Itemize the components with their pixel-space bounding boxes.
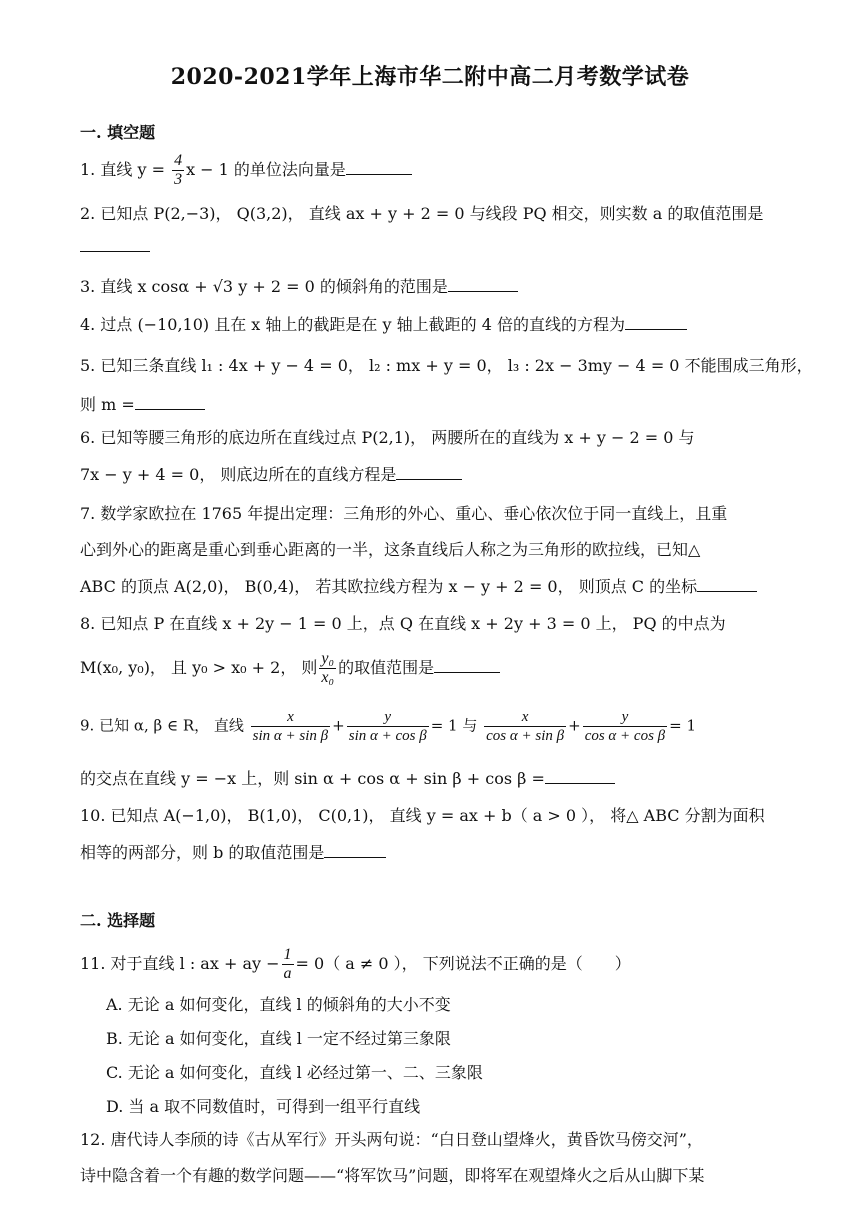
answer-blank[interactable] — [135, 394, 205, 410]
question-8-line2 — [80, 650, 780, 687]
q9-end: = 1 — [669, 716, 697, 735]
answer-blank[interactable] — [346, 159, 412, 175]
q2-text: 2. 已知点 P(2,−3)， Q(3,2)， 直线 ax + y + 2 = 0 与线段 PQ 相交，则实数 a 的取值范围是 — [80, 204, 764, 223]
answer-blank[interactable] — [324, 842, 386, 858]
question-6-line2 — [80, 464, 780, 485]
answer-blank[interactable] — [434, 657, 500, 673]
q10-line2: 相等的两部分，则 b 的取值范围是 — [80, 843, 325, 863]
page-title: 2020-2021学年上海市华二附中高二月考数学试卷 — [170, 64, 690, 90]
answer-blank[interactable] — [545, 768, 615, 784]
question-7 — [80, 504, 780, 524]
question-10-line2 — [80, 842, 780, 863]
q3-text: 3. 直线 x cosα + √3 y + 2 = 0 的倾斜角的范围是 — [80, 277, 448, 297]
q9-fraction-1 — [251, 708, 330, 745]
question-7-line2 — [80, 540, 780, 560]
q9-mid: = 1 与 — [430, 716, 478, 735]
q8-line2-pre: M(x₀, y₀)， 且 y₀ > x₀ + 2， 则 — [80, 658, 318, 677]
question-3 — [80, 276, 780, 297]
q9-f3-num: x — [484, 708, 566, 727]
q9-f2-num: y — [347, 708, 429, 727]
answer-blank[interactable] — [448, 276, 518, 292]
q9-fraction-4 — [583, 708, 667, 745]
q9-f3-den: cos α + sin β — [486, 728, 565, 744]
question-9-line2 — [80, 768, 780, 789]
q7-line2: 心到外心的距离是重心到垂心距离的一半，这条直线后人称之为三角形的欧拉线，已知△ — [80, 540, 701, 559]
q9-fraction-2 — [347, 708, 429, 745]
question-8 — [80, 614, 780, 634]
q11-post: = 0（ a ≠ 0 ）， 下列说法不正确的是（ ） — [295, 954, 631, 973]
question-5 — [80, 356, 813, 376]
question-2-line2 — [80, 236, 780, 257]
q9-f4-den: cos α + cos β — [584, 728, 666, 744]
q5-line2: 则 m = — [80, 395, 135, 415]
question-2 — [80, 204, 780, 224]
question-6 — [80, 428, 780, 448]
q1-pre: 1. 直线 y = — [80, 160, 171, 179]
section-choice-heading: 二. 选择题 — [80, 911, 156, 930]
answer-blank[interactable] — [697, 576, 757, 592]
q1-fraction — [172, 152, 184, 189]
answer-blank[interactable] — [625, 314, 687, 330]
question-11 — [80, 946, 780, 983]
q8-line2-post: 的取值范围是 — [338, 658, 435, 677]
question-9: 9. 已知 α, β ∈ R， 直线 $\frac{x}{\text{sin α + sin β}}$ + $\frac{y}{\text{sin α + cos β}}$ = 1 与 $\frac{x}{\text{cos α + sin β}}$ + $\frac{y}{\text{cos α + cos β}}$ = 1 — [80, 709, 697, 744]
q1-denominator: 3 — [174, 171, 183, 188]
q9-pre: 9. 已知 α, β ∈ R， 直线 — [80, 716, 244, 735]
q9-f2-den: sin α + cos β — [348, 728, 427, 744]
q1-numerator: 4 — [174, 152, 183, 169]
option-b[interactable]: B. 无论 a 如何变化，直线 l 一定不经过第三象限 — [106, 1029, 451, 1048]
q5-line1: 5. 已知三条直线 l₁ : 4x + y − 4 = 0， l₂ : mx + y = 0， l₃ : 2x − 3my − 4 = 0 不能围成三角形， — [80, 356, 813, 375]
question-12 — [80, 1130, 780, 1150]
option-d[interactable]: D. 当 a 取不同数值时，可得到一组平行直线 — [106, 1097, 421, 1116]
q12-line1: 12. 唐代诗人李颀的诗《古从军行》开头两句说：“白日登山望烽火，黄昏饮马傍交河”， — [80, 1130, 703, 1149]
q10-line1: 10. 已知点 A(−1,0)， B(1,0)， C(0,1)， 直线 y = ax + b（ a > 0 ）， 将△ ABC 分割为面积 — [80, 806, 765, 825]
q11-fraction — [282, 946, 294, 983]
q6-line2: 7x − y + 4 = 0， 则底边所在的直线方程是 — [80, 465, 397, 485]
option-c[interactable]: C. 无论 a 如何变化，直线 l 必经过第一、二、三象限 — [106, 1063, 483, 1082]
q11-denominator: a — [283, 965, 292, 982]
q9-f1-den: sin α + sin β — [252, 728, 329, 744]
q8-line1: 8. 已知点 P 在直线 x + 2y − 1 = 0 上，点 Q 在直线 x + 2y + 3 = 0 上， PQ 的中点为 — [80, 614, 726, 633]
q6-line1: 6. 已知等腰三角形的底边所在直线过点 P(2,1)， 两腰所在的直线为 x + y − 2 = 0 与 — [80, 428, 695, 447]
answer-blank[interactable] — [396, 464, 462, 480]
question-12-line2 — [80, 1166, 780, 1186]
q9-f1-num: x — [251, 708, 330, 727]
q8-numerator: y₀ — [321, 650, 335, 667]
q4-text: 4. 过点 (−10,10) 且在 x 轴上的截距是在 y 轴上截距的 4 倍的直线的方程为 — [80, 315, 625, 335]
question-1 — [80, 152, 780, 189]
q8-denominator: x₀ — [321, 669, 335, 686]
q11-numerator: 1 — [283, 946, 292, 963]
q1-post: x − 1 的单位法向量是 — [186, 160, 346, 179]
question-4 — [80, 314, 780, 335]
section-fill-heading: 一. 填空题 — [80, 123, 156, 142]
question-10 — [80, 806, 780, 826]
answer-blank[interactable] — [80, 236, 150, 252]
option-a[interactable]: A. 无论 a 如何变化，直线 l 的倾斜角的大小不变 — [106, 995, 451, 1014]
q7-line1: 7. 数学家欧拉在 1765 年提出定理：三角形的外心、重心、垂心依次位于同一直线上，且重 — [80, 504, 728, 523]
q9-f4-num: y — [583, 708, 667, 727]
q8-fraction — [319, 650, 336, 687]
q9-line2: 的交点在直线 y = −x 上，则 sin α + cos α + sin β + cos β = — [80, 769, 545, 789]
q9-fraction-3 — [484, 708, 566, 745]
q11-pre: 11. 对于直线 l : ax + ay − — [80, 954, 280, 973]
question-7-line3 — [80, 576, 780, 597]
q12-line2: 诗中隐含着一个有趣的数学问题——“将军饮马”问题，即将军在观望烽火之后从山脚下某 — [80, 1166, 705, 1185]
question-5-line2 — [80, 394, 780, 415]
q7-line3: ABC 的顶点 A(2,0)， B(0,4)， 若其欧拉线方程为 x − y + 2 = 0， 则顶点 C 的坐标 — [80, 577, 698, 597]
